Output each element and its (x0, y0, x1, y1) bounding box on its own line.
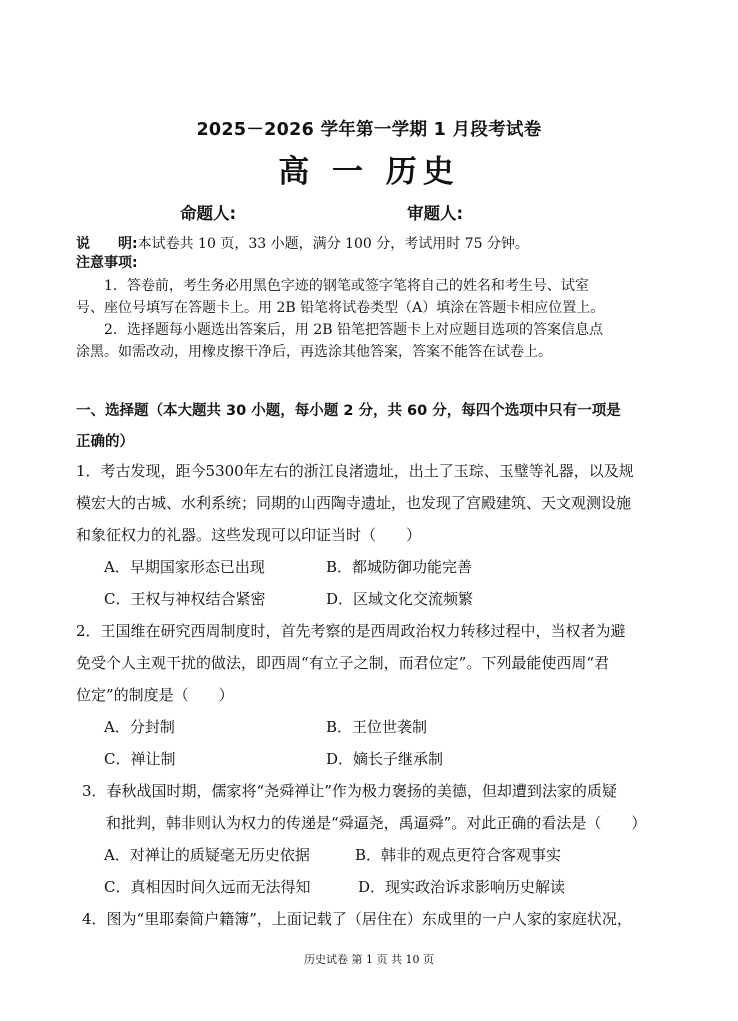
note2-line1: 2．选择题每小题选出答案后，用 2B 铅笔把答题卡上对应题目选项的答案信息点 (104, 322, 604, 338)
q1-line3: 和象征权力的礼器。这些发现可以印证当时（ ） (76, 526, 422, 544)
section1-heading-line2: 正确的） (76, 434, 134, 450)
exam-title: 2025－2026 学年第一学期 1 月段考试卷 (196, 120, 542, 140)
instructions-desc (76, 233, 529, 253)
q1-line1: 1．考古发现，距今5300年左右的浙江良渚遗址，出土了玉琮、玉璧等礼器，以及规 (76, 462, 634, 480)
q3-option-a: A．对禅让的质疑毫无历史依据 (104, 846, 310, 864)
desc-label: 说 明: (76, 236, 138, 252)
q2-line1: 2．王国维在研究西周制度时，首先考察的是西周政治权力转移过程中，当权者为避 (76, 622, 626, 640)
desc-text: 本试卷共 10 页，33 小题，满分 100 分，考试用时 75 分钟。 (137, 236, 529, 252)
note2-line2: 涂黑。如需改动，用橡皮擦干净后，再选涂其他答案，答案不能答在试卷上。 (76, 344, 552, 360)
q1-option-a: A．早期国家形态已出现 (104, 558, 265, 576)
q1-line2: 模宏大的古城、水利系统；同期的山西陶寺遗址，也发现了宫殿建筑、天文观测设施 (76, 494, 632, 512)
q2-option-d: D．嫡长子继承制 (326, 750, 444, 768)
q3-option-d: D．现实政治诉求影响历史解读 (358, 878, 566, 896)
section1-heading-line1: 一、选择题（本大题共 30 小题，每小题 2 分，共 60 分，每四个选项中只有一项是 (76, 403, 621, 419)
q2-option-a: A．分封制 (104, 718, 175, 736)
q3-line2: 和批判，韩非则认为权力的传递是“舜逼尧，禹逼舜”。对此正确的看法是（ ） (106, 814, 647, 832)
subject-title: 高 一 历史 (278, 154, 460, 190)
note1-line2: 号、座位号填写在答题卡上。用 2B 铅笔将试卷类型（A）填涂在答题卡相应位置上。 (76, 300, 605, 316)
page-footer: 历史试卷 第 1 页 共 10 页 (304, 953, 434, 966)
q1-option-c: C．王权与神权结合紧密 (104, 590, 266, 608)
q4-line1: 4．图为“里耶秦简户籍簿”，上面记载了（居住在）东成里的一户人家的家庭状况， (82, 910, 632, 928)
q2-option-c: C．禅让制 (104, 750, 176, 768)
q1-option-b: B．都城防御功能完善 (326, 558, 473, 576)
notes-label: 注意事项: (76, 255, 138, 271)
q3-line1: 3．春秋战国时期，儒家将“尧舜禅让”作为极力褒扬的美德，但却遭到法家的质疑 (82, 782, 617, 800)
q1-option-d: D．区域文化交流频繁 (326, 590, 474, 608)
q3-option-c: C．真相因时间久远而无法得知 (104, 878, 311, 896)
q2-option-b: B．王位世袭制 (326, 718, 428, 736)
q2-line3: 位定”的制度是（ ） (76, 686, 234, 704)
note1-line1: 1．答卷前，考生务必用黑色字迹的钢笔或签字笔将自己的姓名和考生号、试室 (104, 278, 589, 294)
setter-label: 命题人: (180, 204, 237, 223)
q2-line2: 免受个人主观干扰的做法，即西周“有立子之制，而君位定”。下列最能使西周“君 (76, 654, 610, 672)
q3-option-b: B．韩非的观点更符合客观事实 (355, 846, 562, 864)
reviewer-label: 审题人: (407, 204, 464, 223)
